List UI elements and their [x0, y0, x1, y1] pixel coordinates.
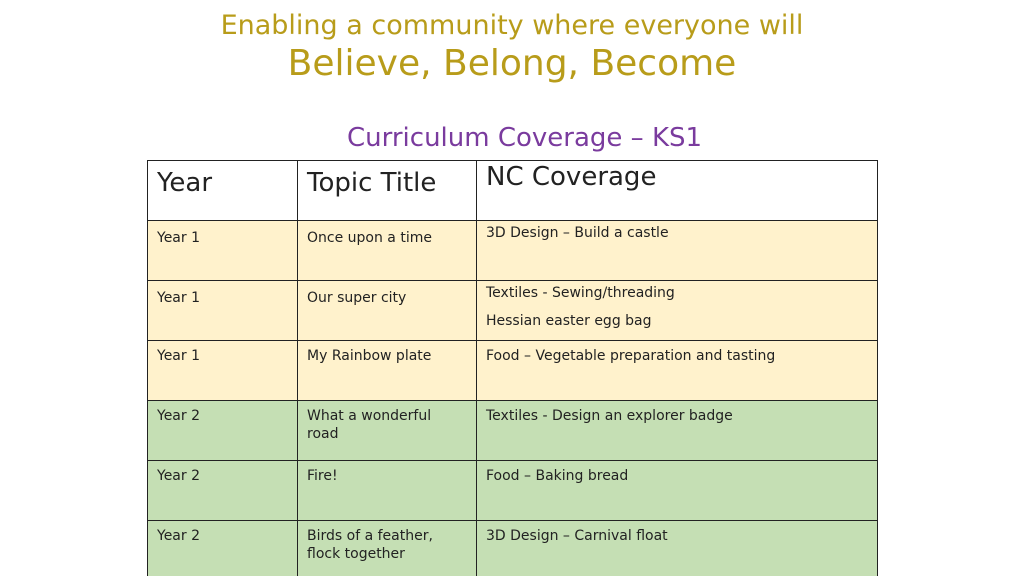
cell-year [148, 221, 298, 281]
cell-topic-text: Fire! [307, 468, 338, 484]
motto-line-1: Enabling a community where everyone will [220, 10, 804, 41]
cell-year-text: Year 2 [157, 408, 200, 424]
cell-topic-text: Our super city [307, 290, 407, 306]
cell-year [148, 461, 298, 521]
cell-year [148, 281, 298, 341]
cell-nc-text: Textiles - Sewing/threading [486, 285, 675, 301]
cell-topic [298, 341, 477, 401]
cell-nc [477, 281, 878, 341]
column-header-nc-coverage [477, 161, 878, 221]
column-header-year [148, 161, 298, 221]
table-header-row [148, 161, 878, 221]
column-header-label: Year [157, 168, 213, 198]
column-header-label: Topic Title [307, 168, 437, 198]
cell-nc [477, 221, 878, 281]
table-row [148, 221, 878, 281]
table-row [148, 401, 878, 461]
cell-topic [298, 461, 477, 521]
curriculum-table [147, 160, 878, 576]
cell-topic [298, 401, 477, 461]
table-row [148, 521, 878, 576]
column-header-label: NC Coverage [486, 162, 657, 192]
cell-nc [477, 461, 878, 521]
cell-topic [298, 281, 477, 341]
cell-topic-text: What a wonderful road [307, 408, 432, 442]
cell-topic [298, 521, 477, 576]
cell-topic [298, 221, 477, 281]
cell-year-text: Year 2 [157, 468, 200, 484]
cell-year [148, 401, 298, 461]
cell-nc [477, 521, 878, 576]
cell-nc-text: Food – Vegetable preparation and tasting [486, 348, 776, 364]
cell-nc-text-line2: Hessian easter egg bag [486, 313, 652, 329]
table-row [148, 341, 878, 401]
cell-nc [477, 341, 878, 401]
cell-nc [477, 401, 878, 461]
cell-nc-wrapper [478, 282, 876, 330]
cell-year-text: Year 1 [157, 348, 200, 364]
cell-nc-text: Textiles - Design an explorer badge [486, 408, 733, 424]
cell-year-text: Year 1 [157, 230, 200, 246]
cell-nc-text: 3D Design – Build a castle [486, 225, 669, 241]
motto-line-2: Believe, Belong, Become [287, 43, 737, 84]
cell-nc-text: Food – Baking bread [486, 468, 629, 484]
table-row [148, 461, 878, 521]
cell-year-text: Year 2 [157, 528, 200, 544]
cell-topic-text: My Rainbow plate [307, 348, 432, 364]
cell-topic-text: Once upon a time [307, 230, 432, 246]
column-header-topic [298, 161, 477, 221]
cell-nc-text: 3D Design – Carnival float [486, 528, 668, 544]
cell-year [148, 521, 298, 576]
cell-year-text: Year 1 [157, 290, 200, 306]
table-row [148, 281, 878, 341]
cell-year [148, 341, 298, 401]
page-title: Curriculum Coverage – KS1 [347, 123, 703, 153]
cell-topic-text: Birds of a feather, flock together [307, 528, 433, 562]
